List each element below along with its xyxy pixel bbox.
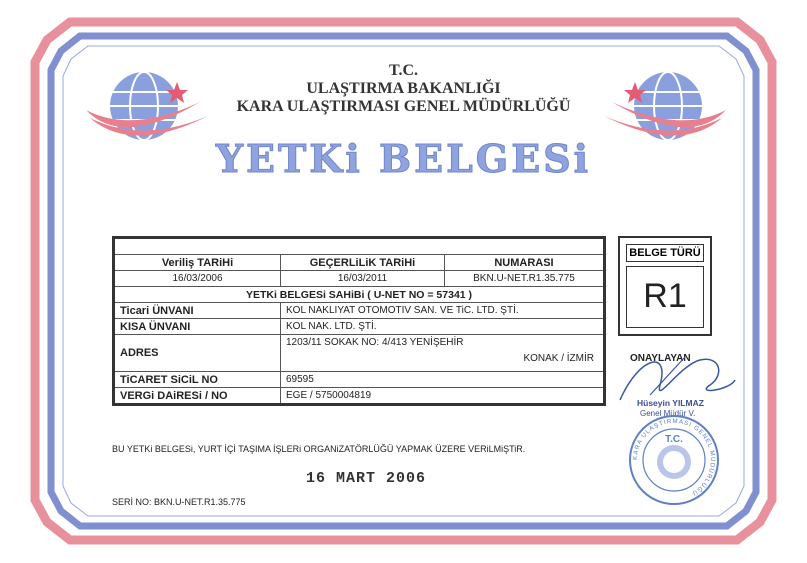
official-seal	[626, 412, 722, 508]
trade-name-label: Ticari ÜNVANI	[114, 303, 281, 319]
statement-text: BU YETKi BELGESi, YURT İÇİ TAŞIMA İŞLERi ORGANiZATÖRLÜĞÜ YAPMAK ÜZERE VERiLMiŞTiR.	[112, 444, 526, 454]
approval-label: ONAYLAYAN	[630, 353, 691, 364]
stamp-date: 16 MART 2006	[306, 470, 427, 487]
address-value	[281, 335, 605, 372]
tax-label: VERGi DAiRESi / NO	[114, 388, 281, 405]
certificate-title: YETKi BELGESi	[215, 136, 592, 181]
short-name-value: KOL NAK. LTD. ŞTİ.	[281, 319, 605, 335]
issue-date-value: 16/03/2006	[114, 271, 281, 287]
signer-title: Genel Müdür V.	[640, 409, 696, 418]
seal-ring-text: KARA ULAŞTIRMASI GENEL MÜDÜRLÜĞÜ	[631, 417, 717, 498]
tax-value: EGE / 5750004819	[281, 388, 605, 405]
address-label: ADRES	[114, 335, 281, 372]
address-line1: 1203/11 SOKAK NO: 4/413 YENİŞEHİR	[286, 337, 464, 348]
header-directorate: KARA ULAŞTIRMASI GENEL MÜDÜRLÜĞÜ	[236, 98, 571, 115]
belge-turu-value: R1	[626, 266, 704, 328]
table-top-spacer	[114, 238, 605, 255]
number-value: BKN.U-NET.R1.35.775	[444, 271, 604, 287]
belge-turu-label: BELGE TÜRÜ	[626, 244, 704, 262]
registry-value: 69595	[281, 372, 605, 388]
serial-number: SERİ NO: BKN.U-NET.R1.35.775	[112, 497, 246, 507]
belge-turu-box	[618, 236, 712, 336]
number-header: NUMARASI	[444, 255, 604, 271]
header-ministry: ULAŞTIRMA BAKANLIĞI	[306, 80, 501, 97]
owner-header: YETKi BELGESi SAHiBi ( U-NET NO = 57341 )	[114, 287, 605, 303]
svg-text:KARA ULAŞTIRMASI GENEL MÜDÜRLÜ	[632, 418, 716, 497]
certificate-table	[112, 236, 606, 406]
issue-date-header: Veriliş TARiHi	[114, 255, 281, 271]
short-name-label: KISA ÜNVANI	[114, 319, 281, 335]
validity-date-value: 16/03/2011	[281, 271, 445, 287]
validity-date-header: GEÇERLiLiK TARiHi	[281, 255, 445, 271]
trade-name-value: KOL NAKLIYAT OTOMOTIV SAN. VE TiC. LTD. ŞTİ.	[281, 303, 605, 319]
address-line2: KONAK / İZMİR	[523, 353, 594, 364]
seal-tc: T.C.	[665, 434, 683, 445]
header-tc: T.C.	[388, 62, 419, 79]
registry-label: TiCARET SiCiL NO	[114, 372, 281, 388]
signer-name: Hüseyin YILMAZ	[637, 398, 704, 408]
